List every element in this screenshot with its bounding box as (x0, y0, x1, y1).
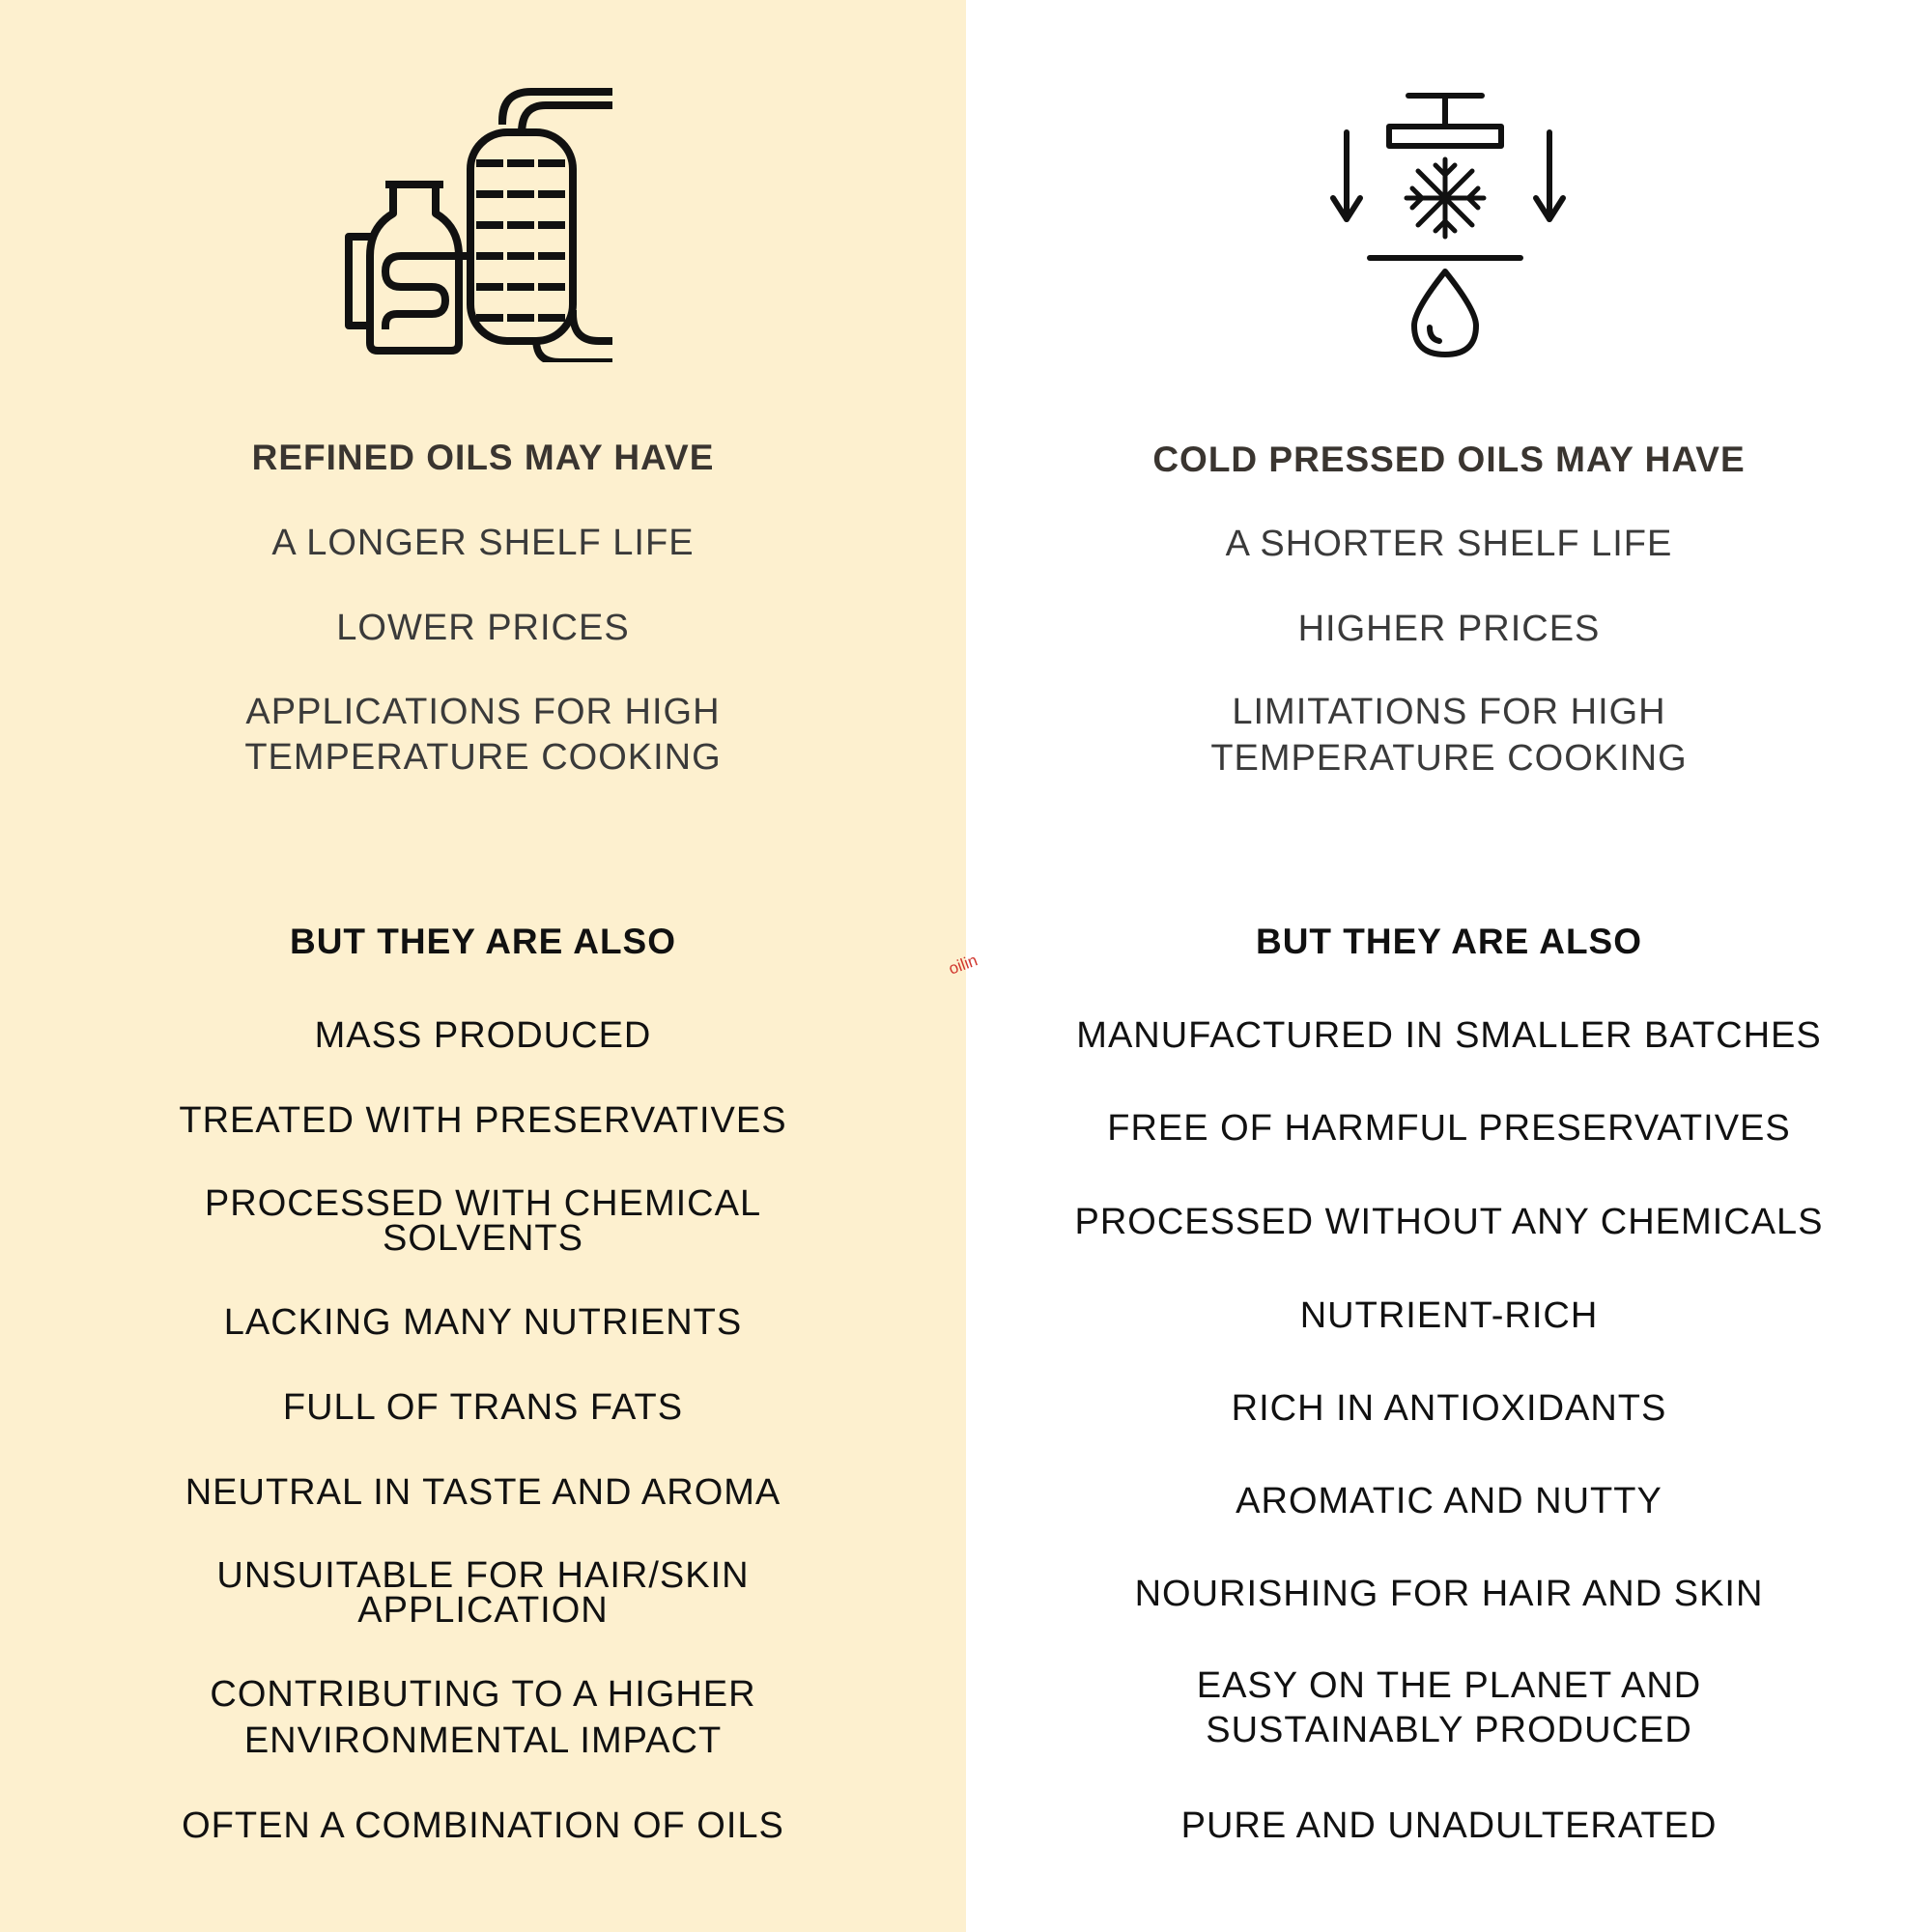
cold-pressed-also-item: FREE OF HARMFUL PRESERVATIVES (1107, 1108, 1791, 1149)
refined-also-heading: BUT THEY ARE ALSO (289, 922, 677, 961)
refined-also-item: APPLICATION (357, 1590, 609, 1631)
cold-pressed-also-heading: BUT THEY ARE ALSO (1255, 922, 1643, 961)
cold-press-snowflake-drop-icon (1314, 82, 1584, 362)
cold-pressed-trait: LIMITATIONS FOR HIGH (1232, 692, 1666, 732)
refined-also-item: PROCESSED WITH CHEMICAL (204, 1183, 762, 1224)
refined-trait: TEMPERATURE COOKING (244, 737, 722, 778)
refined-trait: APPLICATIONS FOR HIGH (245, 692, 721, 732)
cold-pressed-also-item: MANUFACTURED IN SMALLER BATCHES (1076, 1015, 1822, 1056)
cold-pressed-also-item: EASY ON THE PLANET AND (1196, 1665, 1702, 1706)
cold-pressed-also-item: PROCESSED WITHOUT ANY CHEMICALS (1074, 1202, 1824, 1242)
refined-also-item: FULL OF TRANS FATS (282, 1387, 684, 1428)
refined-also-item: OFTEN A COMBINATION OF OILS (182, 1805, 784, 1846)
refined-also-item: ENVIRONMENTAL IMPACT (243, 1720, 723, 1761)
refined-also-item: LACKING MANY NUTRIENTS (223, 1302, 743, 1343)
refined-also-item: UNSUITABLE FOR HAIR/SKIN (216, 1555, 750, 1596)
refined-trait: LOWER PRICES (336, 608, 630, 648)
refined-also-item: SOLVENTS (383, 1218, 583, 1259)
cold-pressed-trait: TEMPERATURE COOKING (1210, 738, 1688, 779)
cold-pressed-also-item: NUTRIENT-RICH (1299, 1295, 1599, 1336)
cold-pressed-also-item: PURE AND UNADULTERATED (1180, 1805, 1718, 1846)
refinery-distillation-icon (343, 82, 633, 362)
cold-pressed-trait: HIGHER PRICES (1297, 609, 1601, 649)
cold-pressed-also-item: AROMATIC AND NUTTY (1236, 1481, 1662, 1521)
watermark-text: oilin (946, 951, 980, 979)
cold-pressed-trait: A SHORTER SHELF LIFE (1225, 524, 1673, 564)
refined-trait: A LONGER SHELF LIFE (271, 523, 695, 563)
cold-pressed-also-item: RICH IN ANTIOXIDANTS (1231, 1388, 1667, 1429)
refined-also-item: CONTRIBUTING TO A HIGHER (210, 1674, 756, 1715)
refined-heading: REFINED OILS MAY HAVE (251, 438, 715, 477)
refined-also-item: NEUTRAL IN TASTE AND AROMA (185, 1472, 781, 1513)
cold-pressed-also-item: NOURISHING FOR HAIR AND SKIN (1134, 1574, 1764, 1614)
cold-pressed-also-item: SUSTAINABLY PRODUCED (1206, 1710, 1692, 1750)
cold-pressed-oils-column (966, 0, 1932, 1932)
refined-also-item: MASS PRODUCED (314, 1015, 652, 1056)
refined-also-item: TREATED WITH PRESERVATIVES (179, 1100, 787, 1141)
cold-pressed-heading: COLD PRESSED OILS MAY HAVE (1152, 440, 1746, 479)
